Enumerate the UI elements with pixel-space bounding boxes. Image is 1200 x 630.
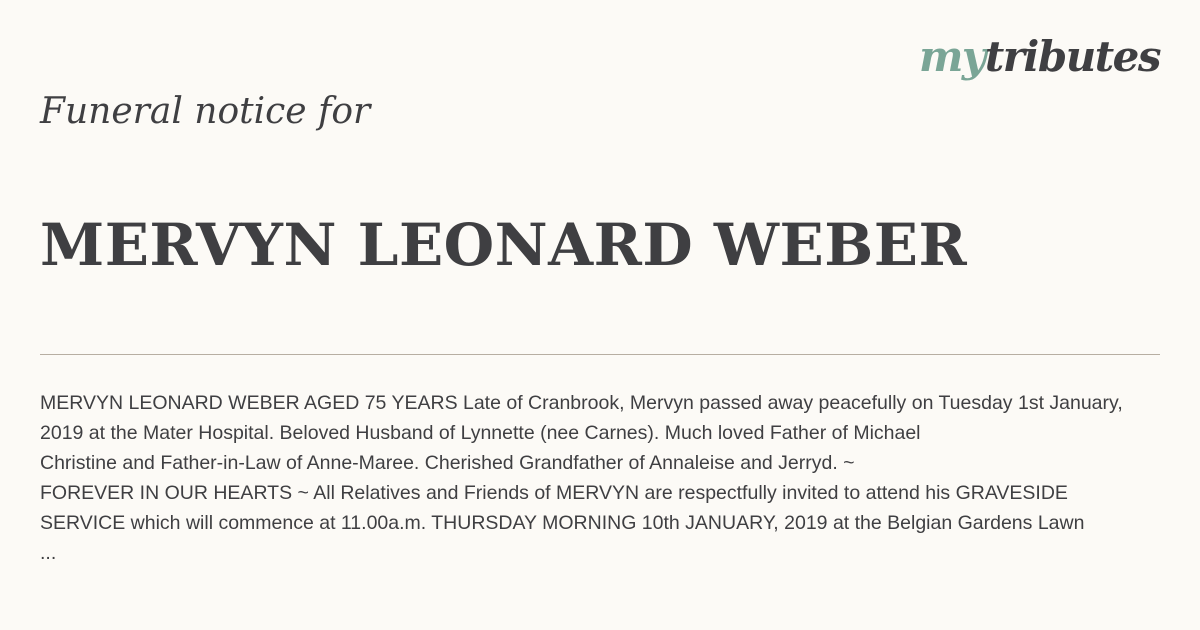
- notice-line: FOREVER IN OUR HEARTS ~ All Relatives and Friends of MERVYN are respectfully invited to attend his GRAVESIDE: [40, 482, 1068, 504]
- notice-line: Christine and Father-in-Law of Anne-Maree. Cherished Grandfather of Annaleise and Jerryd. ~: [40, 452, 855, 474]
- logo-suffix: tributes: [984, 32, 1160, 81]
- deceased-name: MERVYN LEONARD WEBER: [40, 211, 968, 279]
- notice-ellipsis: ...: [40, 542, 57, 564]
- notice-type-label: Funeral notice for: [40, 91, 371, 132]
- logo-prefix: my: [918, 32, 985, 81]
- notice-line: SERVICE which will commence at 11.00a.m. THURSDAY MORNING 10th JANUARY, 2019 at the Belgian Gardens Lawn: [40, 512, 1085, 534]
- notice-line: 2019 at the Mater Hospital. Beloved Husband of Lynnette (nee Carnes). Much loved Father of Michael: [40, 422, 921, 444]
- divider: [40, 354, 1160, 355]
- notice-line: MERVYN LEONARD WEBER AGED 75 YEARS Late of Cranbrook, Mervyn passed away peacefully on Tuesday 1st January,: [40, 392, 1123, 414]
- notice-body: [40, 388, 1190, 568]
- mytributes-logo[interactable]: [918, 32, 1160, 81]
